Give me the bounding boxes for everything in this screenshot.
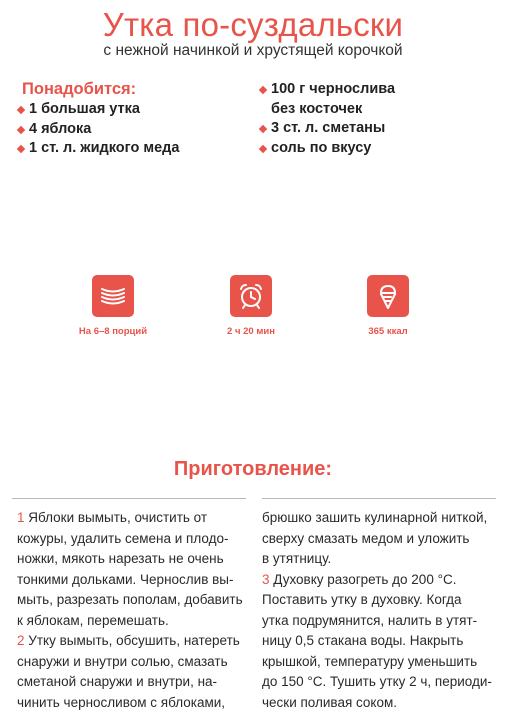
calories-info: [328, 275, 448, 337]
diamond-bullet-icon: [259, 125, 267, 133]
step-text: Духовку разогреть до 200 °С.: [270, 572, 457, 587]
ingredient-text: 100 г чернослива: [271, 81, 395, 97]
ingredient-item: [260, 139, 395, 159]
ingredient-text: 4 яблока: [29, 121, 91, 137]
step-line: [262, 672, 492, 693]
step-line: [262, 570, 492, 591]
step-line: [17, 652, 243, 673]
ingredient-text: без косточек: [271, 101, 362, 117]
ingredient-item: [18, 139, 179, 159]
ice-cream-icon: [367, 275, 409, 317]
time-label: 2 ч 20 мин: [191, 326, 311, 337]
step-text: ницу 0,5 стакана воды. Накрыть: [262, 633, 463, 648]
plates-icon: [92, 275, 134, 317]
step-line: [17, 590, 243, 611]
step-text: утка подрумянится, налить в утят-: [262, 613, 477, 628]
alarm-clock-icon: [230, 275, 272, 317]
step-text: снаружи и внутри солью, смазать: [17, 654, 228, 669]
step-text: крышкой, температуру уменьшить: [262, 654, 477, 669]
ingredient-text: 3 ст. л. сметаны: [271, 120, 385, 136]
preparation-heading: Приготовление:: [0, 458, 506, 481]
step-line: [17, 672, 243, 693]
recipe-subtitle: с нежной начинкой и хрустящей корочкой: [0, 42, 506, 60]
diamond-bullet-icon: [259, 86, 267, 94]
step-line: [17, 529, 243, 550]
ingredients-list-right: [260, 80, 395, 158]
step-text: чинить черносливом с яблоками,: [17, 695, 225, 710]
preparation-steps-right: [262, 508, 492, 713]
step-line: [262, 549, 492, 570]
step-text: кожуры, удалить семена и плодо-: [17, 531, 228, 546]
step-text: чески поливая соком.: [262, 695, 397, 710]
ingredient-item-continuation: [260, 100, 395, 120]
ingredient-item: [260, 119, 395, 139]
step-line: [262, 631, 492, 652]
ingredients-heading: Понадобится:: [22, 80, 136, 99]
step-text: Поставить утку в духовку. Когда: [262, 592, 462, 607]
step-text: к яблокам, перемешать.: [17, 613, 169, 628]
step-text: до 150 °С. Тушить утку 2 ч, периоди-: [262, 674, 492, 689]
ingredient-text: 1 ст. л. жидкого меда: [29, 140, 179, 156]
ingredient-item: [18, 100, 179, 120]
step-text: в утятницу.: [262, 551, 331, 566]
step-line: [262, 529, 492, 550]
step-line: [262, 652, 492, 673]
step-number: 2: [17, 633, 25, 648]
step-text: Утку вымыть, обсушить, натереть: [25, 633, 240, 648]
diamond-bullet-icon: [17, 106, 25, 114]
step-number: 1: [17, 510, 25, 525]
step-line: [17, 549, 243, 570]
recipe-info-row: [0, 275, 506, 345]
time-info: [191, 275, 311, 337]
ingredient-text: 1 большая утка: [29, 101, 140, 117]
step-line: [17, 570, 243, 591]
step-text: ножки, мякоть нарезать не очень: [17, 551, 224, 566]
step-text: брюшко зашить кулинарной ниткой,: [262, 510, 487, 525]
servings-info: [53, 275, 173, 337]
step-number: 3: [262, 572, 270, 587]
divider-left: [12, 498, 246, 499]
step-line: [262, 693, 492, 713]
step-text: сметаной снаружи и внутри, на-: [17, 674, 217, 689]
step-line: [17, 693, 243, 713]
step-line: [262, 611, 492, 632]
ingredient-text: соль по вкусу: [271, 140, 371, 156]
step-text: тонкими дольками. Чернослив вы-: [17, 572, 234, 587]
ingredients-list-left: [18, 100, 179, 159]
step-text: сверху смазать медом и уложить: [262, 531, 469, 546]
ingredient-item: [18, 120, 179, 140]
ingredient-item: [260, 80, 395, 100]
step-line: [17, 631, 243, 652]
step-text: мыть, разрезать пополам, добавить: [17, 592, 243, 607]
diamond-bullet-icon: [259, 144, 267, 152]
step-line: [262, 508, 492, 529]
step-text: Яблоки вымыть, очистить от: [25, 510, 208, 525]
step-line: [17, 508, 243, 529]
recipe-title: Утка по-суздальски: [0, 6, 506, 44]
servings-label: На 6–8 порций: [53, 326, 173, 337]
diamond-bullet-icon: [17, 125, 25, 133]
diamond-bullet-icon: [17, 145, 25, 153]
step-line: [17, 611, 243, 632]
divider-right: [262, 498, 496, 499]
calories-label: 365 ккал: [328, 326, 448, 337]
preparation-steps-left: [17, 508, 243, 713]
step-line: [262, 590, 492, 611]
